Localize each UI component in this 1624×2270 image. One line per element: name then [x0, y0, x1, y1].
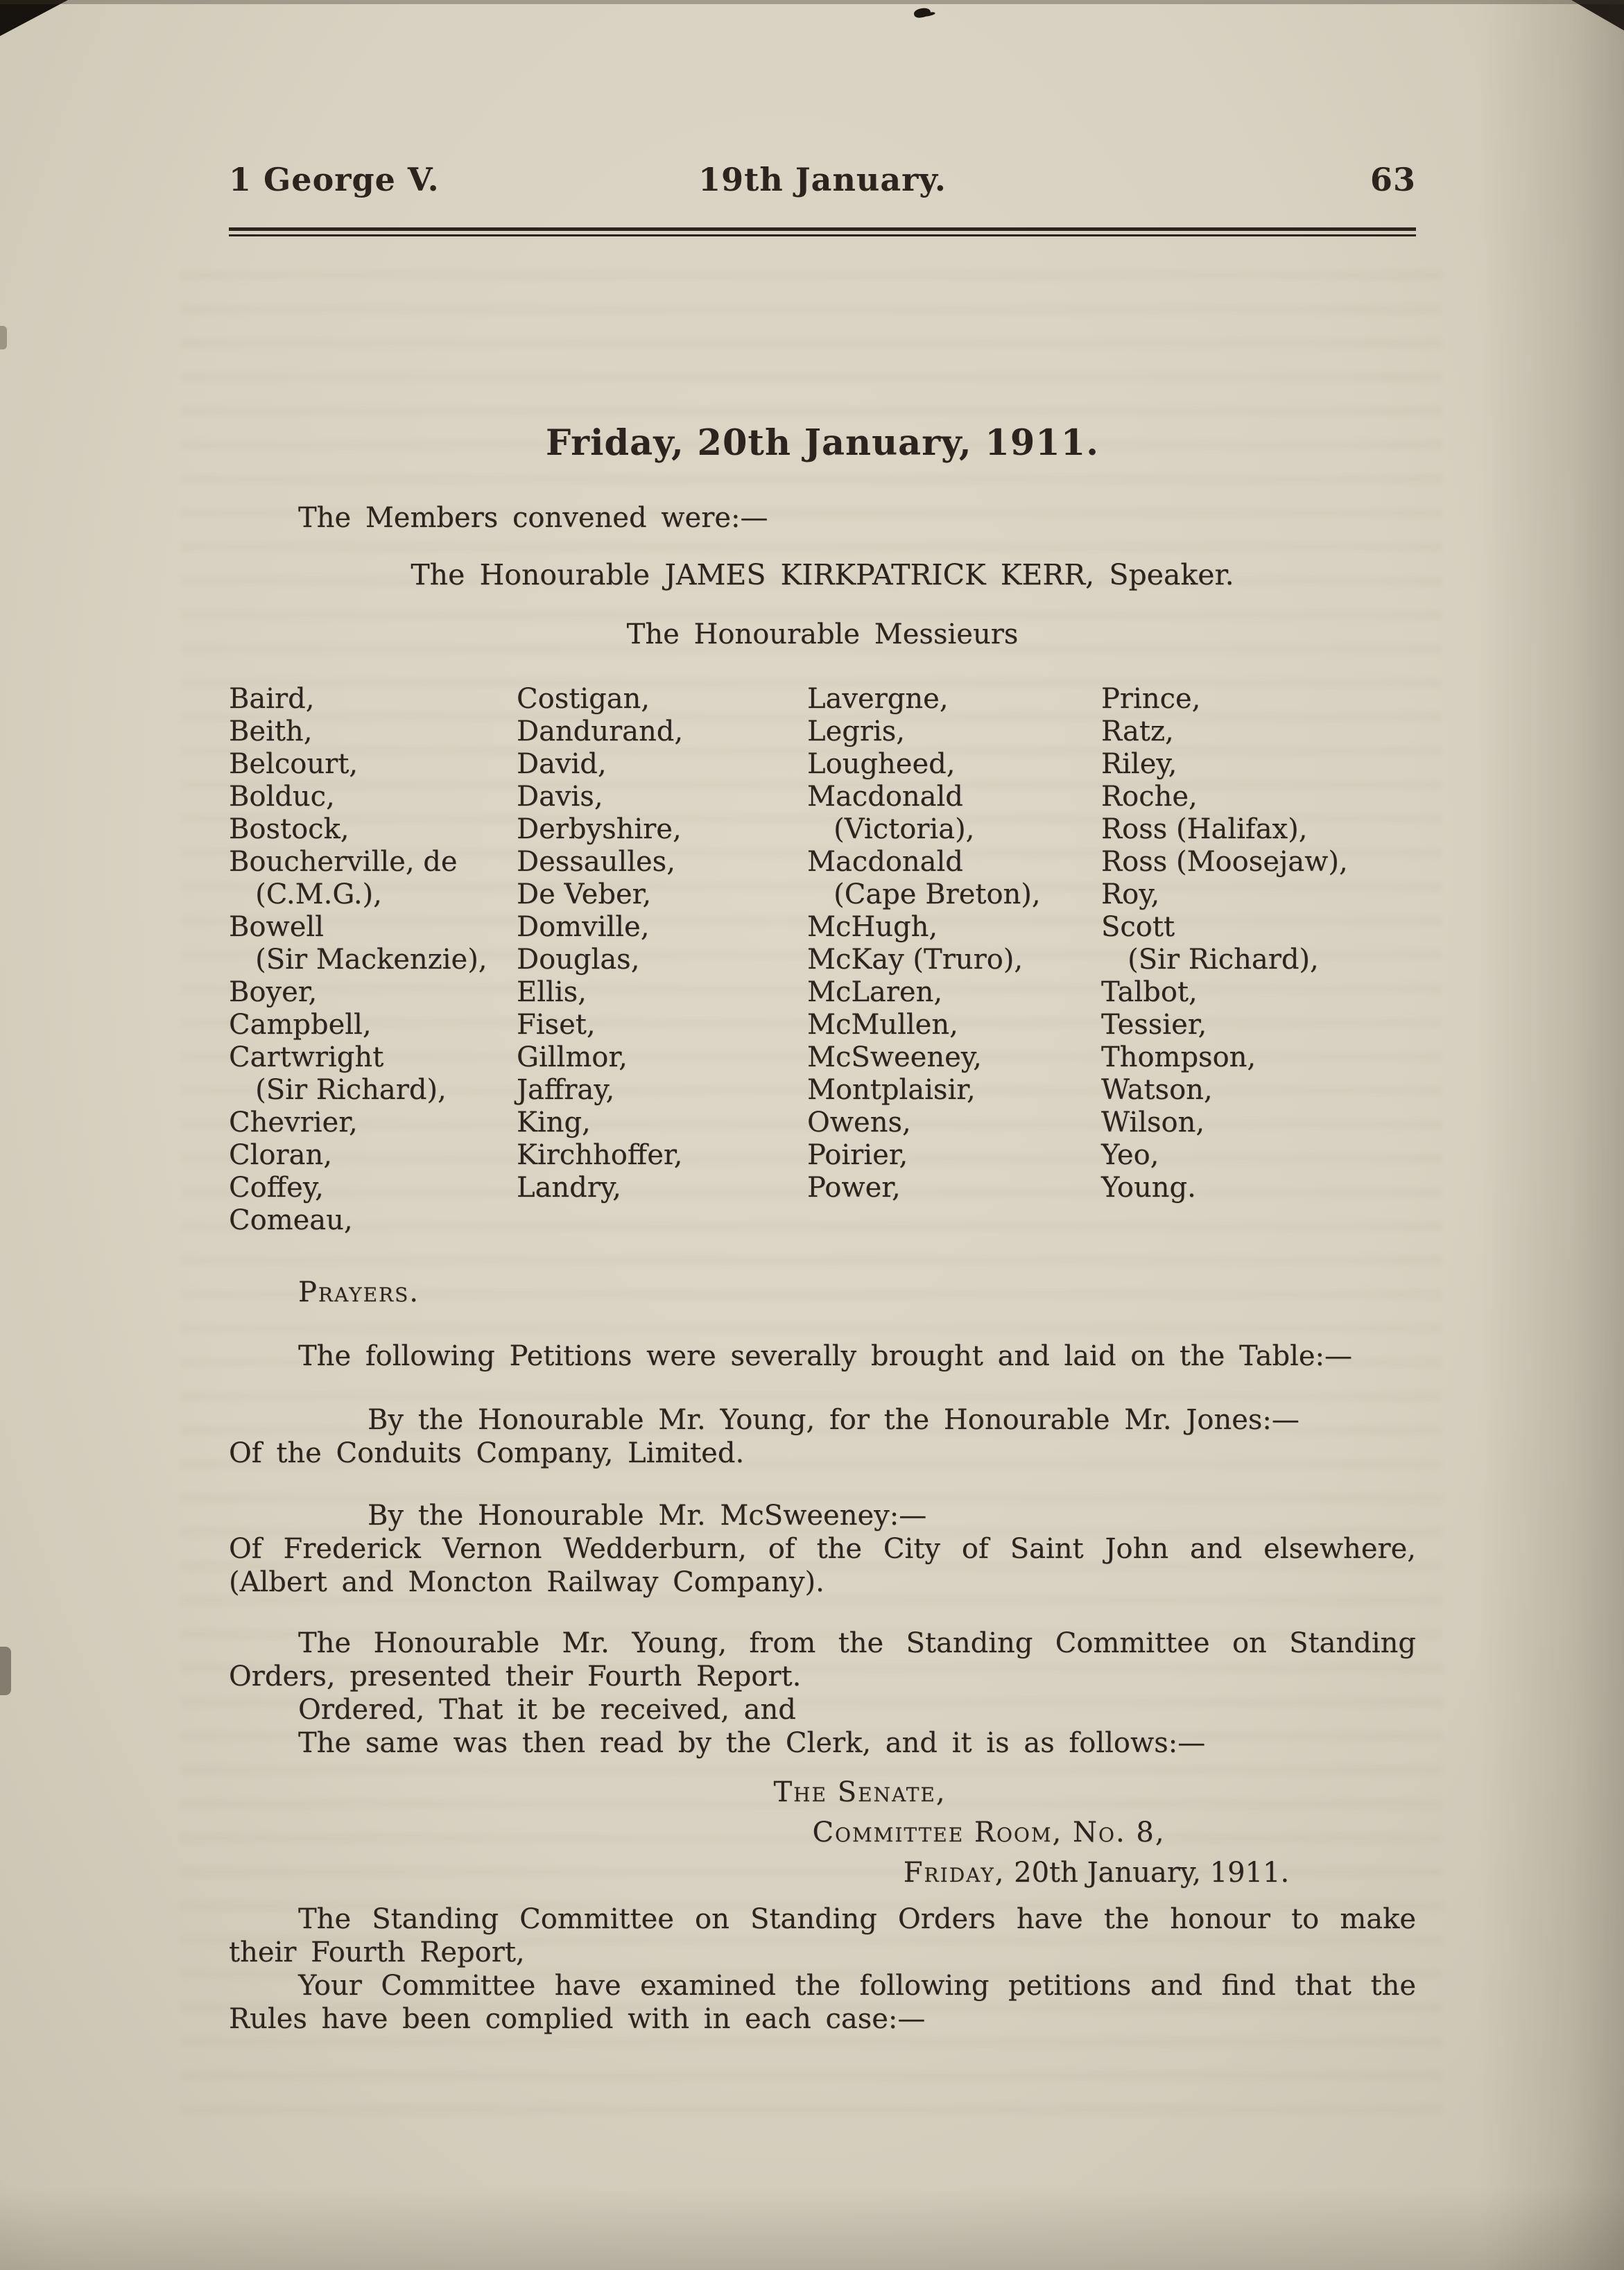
member-name: David, [517, 748, 607, 780]
members-convened-line: The Members convened were:— [298, 502, 768, 534]
member-name: Belcourt, [229, 748, 359, 780]
member-name: Watson, [1101, 1074, 1213, 1106]
member-name: Ratz, [1101, 716, 1174, 747]
member-name: Ellis, [517, 976, 587, 1008]
bottom-shadow [0, 2187, 1624, 2270]
member-name: Chevrier, [229, 1107, 358, 1138]
member-name: Poirier, [807, 1139, 908, 1171]
running-header-date: 19th January. [698, 161, 947, 198]
senate-heading: The Senate, [773, 1776, 947, 1808]
member-name: Young. [1101, 1172, 1196, 1204]
member-name: Lougheed, [807, 748, 956, 780]
member-name: Ross (Halifax), [1101, 813, 1308, 845]
member-name: Macdonald [807, 781, 963, 813]
petition-2-of: Of Frederick Vernon Wedderburn, of the City of Saint John and elsewhere, (Albert and Moncton Railway Company). [229, 1533, 1416, 1598]
member-name: Domville, [517, 911, 650, 943]
member-name: Wilson, [1101, 1107, 1205, 1138]
member-name: Derbyshire, [517, 813, 682, 845]
report-date-line [503, 1853, 1624, 1893]
member-name: Yeo, [1101, 1139, 1159, 1171]
members-column-3 [807, 683, 1101, 1237]
member-name: Montplaisir, [807, 1074, 976, 1106]
member-name: Roy, [1101, 878, 1160, 910]
report-date-day: Friday, [903, 1857, 1005, 1889]
member-name: Cloran, [229, 1139, 332, 1171]
regnal-year: 1 George V. [229, 161, 440, 198]
member-name: Riley, [1101, 748, 1177, 780]
member-name: Cartwright [229, 1041, 384, 1073]
member-name: Davis, [517, 781, 603, 813]
members-column-2 [517, 683, 807, 1237]
page-number: 63 [1370, 161, 1416, 198]
petition-2-by: By the Honourable Mr. McSweeney:— [368, 1500, 927, 1532]
member-name: Bostock, [229, 813, 349, 845]
member-name: (Sir Richard), [1101, 944, 1319, 976]
member-name: Owens, [807, 1107, 911, 1138]
member-name: Boyer, [229, 976, 318, 1008]
member-name: Tessier, [1101, 1009, 1207, 1041]
member-name: Landry, [517, 1172, 621, 1204]
member-name: (Sir Mackenzie), [229, 944, 487, 976]
member-name: Bolduc, [229, 781, 335, 813]
sitting-date-title: Friday, 20th January, 1911. [545, 422, 1100, 464]
member-name: Jaffray, [517, 1074, 615, 1106]
member-name: Power, [807, 1172, 901, 1204]
petitions-intro: The following Petitions were severally brought and laid on the Table:— [298, 1340, 1353, 1372]
member-name: McKay (Truro), [807, 944, 1023, 976]
member-name: McSweeney, [807, 1041, 982, 1073]
report-paragraph-read: The same was then read by the Clerk, and it is as follows:— [298, 1727, 1206, 1759]
member-name: Gillmor, [517, 1041, 628, 1073]
report-paragraph-ordered: Ordered, That it be received, and [298, 1694, 796, 1726]
petition-1-of: Of the Conduits Company, Limited. [229, 1437, 745, 1469]
member-name: Boucherville, de [229, 846, 458, 878]
member-name: Thompson, [1101, 1041, 1256, 1073]
scan-edge-strip [0, 0, 1624, 4]
report-heading-block [229, 1772, 1416, 1893]
member-name: Baird, [229, 683, 315, 715]
member-name: Costigan, [517, 683, 650, 715]
member-name: Coffey, [229, 1172, 324, 1204]
member-name: Lavergne, [807, 683, 949, 715]
messieurs-line: The Honourable Messieurs [626, 618, 1019, 650]
prayers-heading: Prayers. [298, 1276, 420, 1308]
member-name: Beith, [229, 716, 313, 747]
member-name: Fiset, [517, 1009, 596, 1041]
member-name: King, [517, 1107, 591, 1138]
member-name: Talbot, [1101, 976, 1198, 1008]
scan-artifact-corner-top-left-icon [0, 0, 68, 36]
members-column-1 [229, 683, 517, 1237]
report-paragraph-1: The Honourable Mr. Young, from the Standing Committee on Standing Orders, presented their Fourth Report. [229, 1627, 1416, 1692]
member-name: McHugh, [807, 911, 938, 943]
member-name: (Cape Breton), [807, 878, 1041, 910]
member-name: Douglas, [517, 944, 640, 976]
member-name: Prince, [1101, 683, 1201, 715]
petition-1-by: By the Honourable Mr. Young, for the Honourable Mr. Jones:— [368, 1404, 1299, 1436]
page-content [0, 161, 1624, 2036]
member-name: (Sir Richard), [229, 1074, 447, 1106]
member-name: Kirchhoffer, [517, 1139, 683, 1171]
member-name: Campbell, [229, 1009, 372, 1041]
member-name: McMullen, [807, 1009, 958, 1041]
member-name: Legris, [807, 716, 905, 747]
speaker-line: The Honourable JAMES KIRKPATRICK KERR, Speaker. [411, 558, 1234, 591]
committee-room-line: Committee Room, No. 8, [812, 1817, 1166, 1848]
member-name: (Victoria), [807, 813, 975, 845]
double-rule [229, 227, 1416, 236]
members-list [229, 683, 1416, 1237]
member-name: Dandurand, [517, 716, 684, 747]
closing-paragraph-1: The Standing Committee on Standing Orders have the honour to make their Fourth Report, [229, 1903, 1416, 1968]
ink-blob-icon [913, 7, 931, 19]
member-name: Dessaulles, [517, 846, 675, 878]
closing-paragraph-2: Your Committee have examined the following petitions and find that the Rules have been complied with in each case:— [229, 1970, 1416, 2035]
member-name: (C.M.G.), [229, 878, 382, 910]
member-name: Scott [1101, 911, 1175, 943]
member-name: De Veber, [517, 878, 652, 910]
member-name: Comeau, [229, 1204, 353, 1236]
member-name: Bowell [229, 911, 324, 943]
member-name: McLaren, [807, 976, 943, 1008]
member-name: Roche, [1101, 781, 1198, 813]
report-date-rest: 20th January, 1911. [1005, 1857, 1290, 1889]
member-name: Ross (Moosejaw), [1101, 846, 1348, 878]
member-name: Macdonald [807, 846, 963, 878]
members-column-4 [1101, 683, 1416, 1237]
running-header [229, 161, 1416, 198]
